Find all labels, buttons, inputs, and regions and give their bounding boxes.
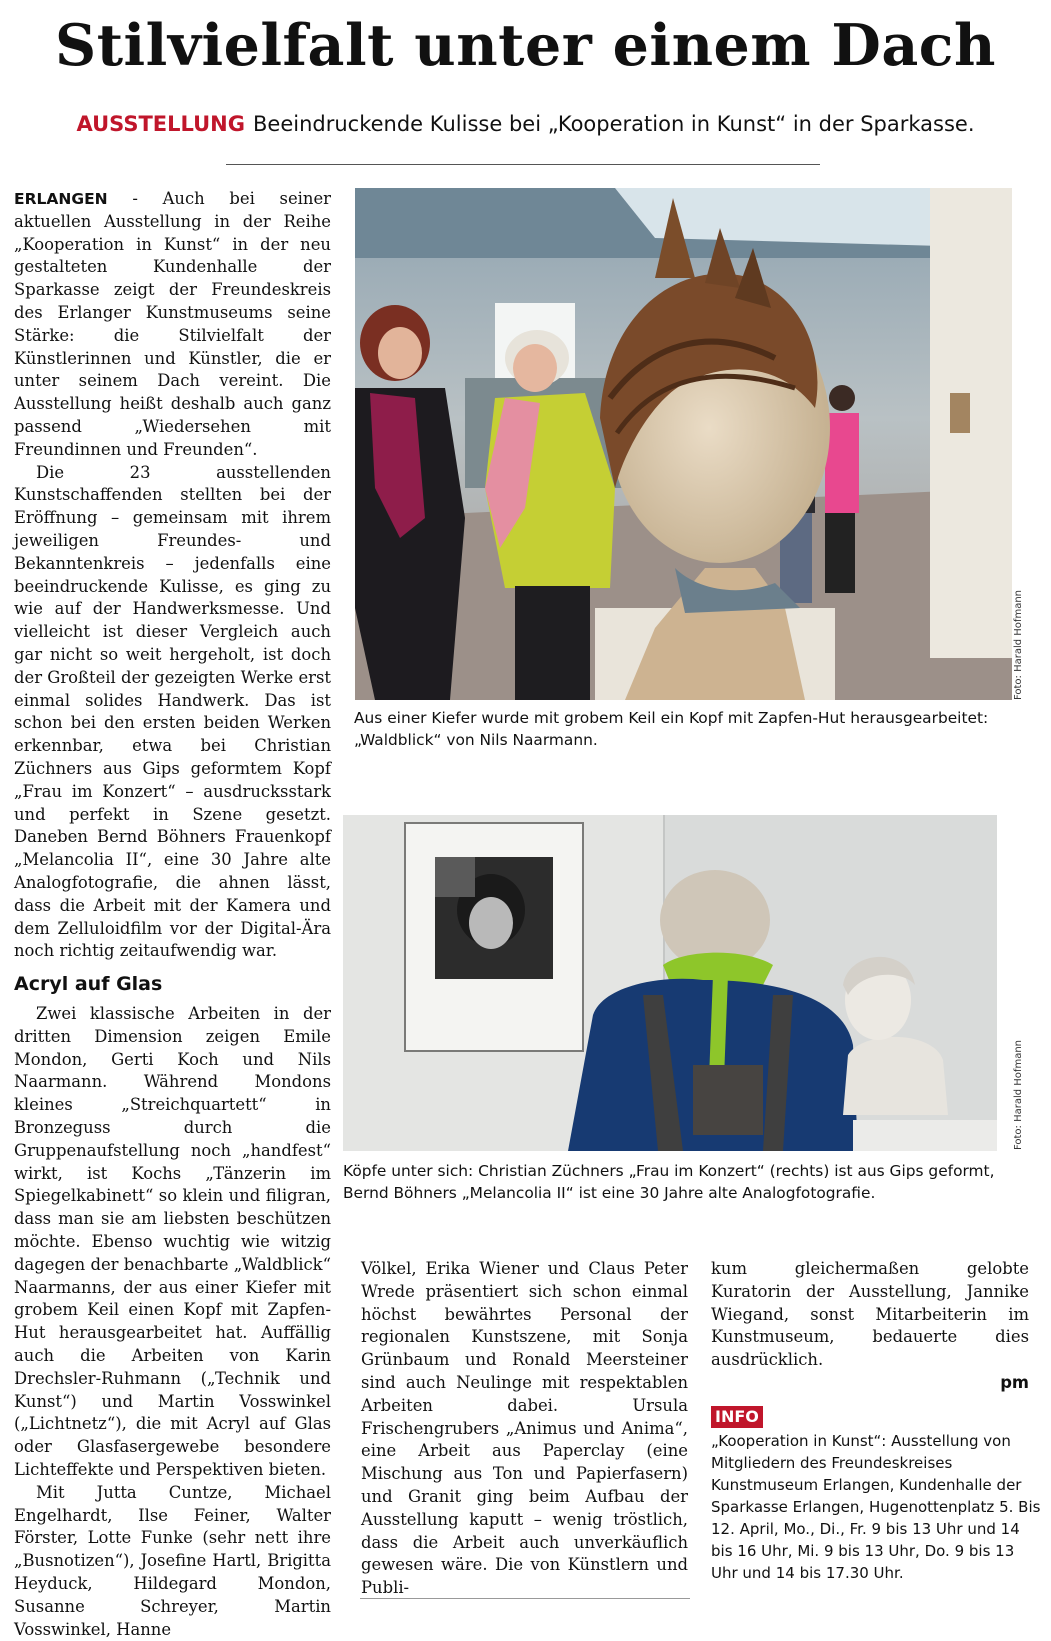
headline-rule [226,164,820,165]
photo-caption-1: Aus einer Kiefer wurde mit grobem Keil ein Kopf mit Zapfen-Hut herausgearbeitet: „Waldblick“ von Nils Naarmann. [354,709,989,749]
photo-credit-2: Foto: Harald Hofmann [1013,1040,1024,1150]
article-column-1 [14,188,331,1639]
paragraph-3: Zwei klassische Arbeiten in der dritten Dimension zeigen Emile Mondon, Gerti Koch und Nils Naarmann. Während Mondons kleines „Streichquartett“ in Bronzeguss durch die Gruppenaufstellung noch „handfest“ wirkt, ist Kochs „Tänzerin im Spiegelkabinett“ so klein und filigran, dass man sie am liebsten beschützen möchte. Ebenso wuchtig wie witzig dagegen der benachbarte „Waldblick“ Naarmanns, der aus einer Kiefer mit grobem Keil einen Kopf mit Zapfen-Hut herausgearbeitet hat. Auffällig auch die Arbeiten von Karin Drechsler-Ruhmann („Technik und Kunst“) und Martin Vosswinkel („Lichtnetz“), die mit Acryl auf Glas oder Glasfasergewebe besondere Lichteffekte und Perspektiven bieten. [14,1004,331,1480]
paragraph-1-text: - Auch bei seiner aktuellen Ausstellung in der Reihe „Kooperation in Kunst“ in der neu gestalteten Kundenhalle der Sparkasse zeigt der Freundeskreis des Erlanger Kunstmuseums seine Stärke: die Stilvielfalt der Künstlerinnen und Künstler, die er unter seinem Dach vereint. Die Ausstellung heißt deshalb auch ganz passend „Wiedersehen mit Freundinnen und Freunden“. [14,189,331,459]
photo-caption-2: Köpfe unter sich: Christian Züchners „Frau im Konzert“ (rechts) ist aus Gips geformt, Bernd Böhners „Melancolia II“ ist eine 30 Jahre alte Analogfotografie. [343,1162,995,1202]
kicker: AUSSTELLUNG [76,112,245,136]
paragraph-6: kum gleichermaßen gelobte Kuratorin der Ausstellung, Jannike Wiegand, sonst Mitarbeiterin im Kunstmuseum, bedauerte dies ausdrücklich. [711,1259,1029,1370]
article-column-3 [711,1258,1029,1404]
author-signoff: pm [1000,1372,1029,1392]
photo-waldblick [355,188,1012,700]
info-text: „Kooperation in Kunst“: Ausstellung von Mitgliedern des Freundeskreises Kunstmuseum Erlangen, Kundenhalle der Sparkasse Erlangen, Hugenottenplatz 5. Bis 12. April, Mo., Di., Fr. 9 bis 13 Uhr und 14 bis 16 Uhr, Mi. 9 bis 13 Uhr, Do. 9 bis 13 Uhr und 14 bis 17.30 Uhr. [711,1432,1041,1582]
section-subhead: Acryl auf Glas [14,973,163,996]
subheadline [0,112,1051,136]
paragraph-1 [14,188,331,462]
photo-koepfe-image [343,815,997,1151]
info-box [711,1406,1041,1584]
article-column-2 [361,1258,688,1600]
info-tag: INFO [711,1406,763,1428]
paragraph-4: Mit Jutta Cuntze, Michael Engelhardt, Ilse Feiner, Walter Förster, Lotte Funke (sehr nett ihre „Busnotizen“), Josefine Hartl, Brigitta Heyduck, Hildegard Mondon, Susanne Schreyer, Martin Vosswinkel, Hanne [14,1482,331,1639]
paragraph-5: Völkel, Erika Wiener und Claus Peter Wrede präsentiert sich schon einmal höchst bewährtes Personal der regionalen Kunstszene, mit Sonja Grünbaum und Ronald Meersteiner sind auch Neulinge mit respektablen Arbeiten dabei. Ursula Frischengrubers „Animus und Anima“, eine Arbeit aus Paperclay (eine Mischung aus Ton und Papierfasern) und Granit ging beim Aufbau der Ausstellung kaputt – wenig tröstlich, dass die Arbeit auch unverkäuflich gewesen wäre. Die von Künstlern und Publi- [361,1259,688,1598]
photo-credit-1: Foto: Harald Hofmann [1013,590,1024,700]
paragraph-2: Die 23 ausstellenden Kunstschaffenden stellten bei der Eröffnung – gemeinsam mit ihrem jeweiligen Freundes- und Bekanntenkreis – jedenfalls eine beeindruckende Kulisse, es ging zu wie auf der Handwerksmesse. Und vielleicht ist dieser Vergleich auch gar nicht so weit hergeholt, ist doch der Großteil der gezeigten Werke erst einmal solides Handwerk. Das ist schon bei den ersten beiden Werken erkennbar, etwa bei Christian Züchners aus Gips geformtem Kopf „Frau im Konzert“ – ausdrucksstark und perfekt in Szene gesetzt. Daneben Bernd Böhners Frauenkopf „Melancolia II“, eine 30 Jahre alte Analogfotografie, die ahnen lässt, dass die Arbeit mit der Kamera und dem Zelluloidfilm vor der Digital-Ära noch richtig zeitaufwendig war. [14,462,331,961]
subheadline-text: Beeindruckende Kulisse bei „Kooperation in Kunst“ in der Sparkasse. [253,112,975,136]
dateline: ERLANGEN [14,190,108,208]
photo-koepfe [343,815,997,1151]
photo-waldblick-image [355,188,1012,700]
bottom-rule [360,1598,690,1599]
headline: Stilvielfalt unter einem Dach [55,12,996,79]
